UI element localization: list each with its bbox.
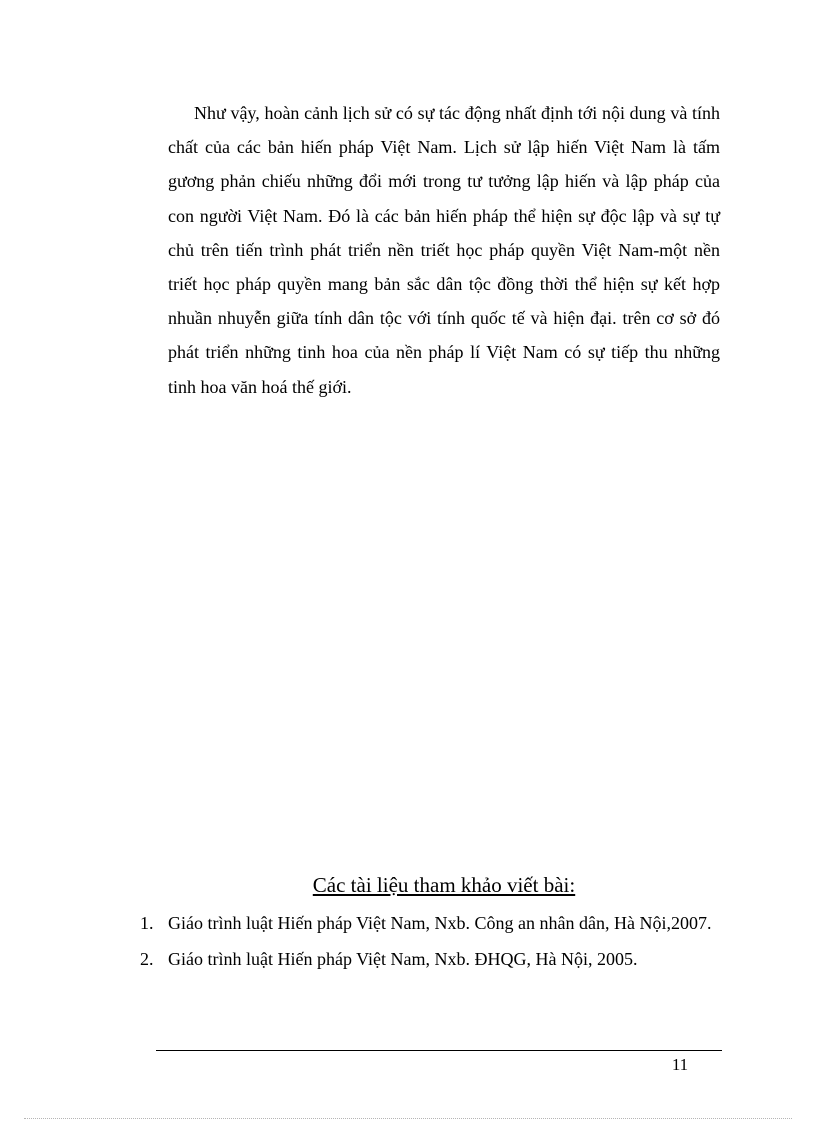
reference-item [140,942,720,976]
body-paragraph: Như vậy, hoàn cảnh lịch sử có sự tác động nhất định tới nội dung và tính chất của các bản hiến pháp Việt Nam. Lịch sử lập hiến Việt Nam là tấm gương phản chiếu những đổi mới trong tư tưởng lập hiến và lập pháp của con người Việt Nam. Đó là các bản hiến pháp thể hiện sự độc lập và sự tự chủ trên tiến trình phát triển nền triết học pháp quyền Việt Nam-một nền triết học pháp quyền mang bản sắc dân tộc đồng thời thể hiện sự kết hợp nhuần nhuyễn giữa tính dân tộc với tính quốc tế và hiện đại. trên cơ sở đó phát triển những tinh hoa của nền pháp lí Việt Nam có sự tiếp thu những tinh hoa văn hoá thế giới. [168,103,720,397]
page-bottom-border [24,1118,792,1119]
references-list [140,906,720,978]
references-heading: Các tài liệu tham khảo viết bài: [312,873,576,897]
footer-divider [156,1050,722,1051]
reference-text: Giáo trình luật Hiến pháp Việt Nam, Nxb. ĐHQG, Hà Nội, 2005. [168,949,638,969]
reference-item [140,906,720,940]
page-number: 11 [671,1055,689,1074]
reference-number: 2. [140,949,154,969]
reference-number: 1. [140,913,154,933]
reference-text: Giáo trình luật Hiến pháp Việt Nam, Nxb. Công an nhân dân, Hà Nội,2007. [168,913,712,933]
